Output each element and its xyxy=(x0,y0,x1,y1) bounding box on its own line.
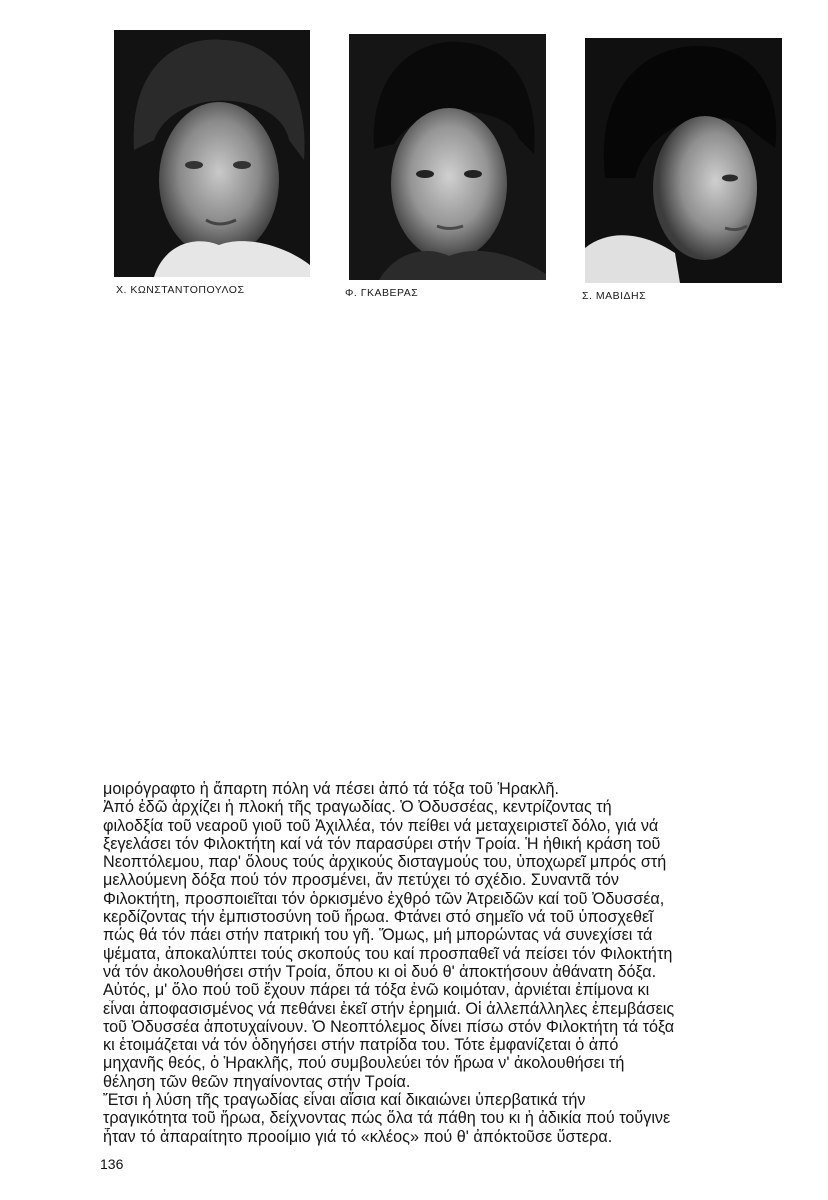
text-line: θέληση τῶν θεῶν πηγαίνοντας στήν Τροία. xyxy=(103,1072,411,1091)
text-line: ψέματα, ἀποκαλύπτει τούς σκοπούς του καί προσπαθεῖ νά πείσει τόν Φιλοκτήτη xyxy=(103,944,673,963)
portrait-caption: Σ. ΜΑΒΙΔΗΣ xyxy=(582,290,647,302)
portrait-photo-mavidis xyxy=(585,38,782,283)
text-line: τραγικότητα τοῦ ἥρωα, δείχνοντας πώς ὅλα τά πάθη του κι ἡ ἀδικία πού τοὔγινε xyxy=(103,1109,671,1128)
text-line: ἦταν τό ἀπαραίτητο προοίμιο γιά τό «κλέος» πού θ' ἀπόκτοῦσε ὕστερα. xyxy=(103,1127,613,1146)
text-line: κερδίζοντας τήν ἐμπιστοσύνη τοῦ ἥρωα. Φτάνει στό σημεῖο νά τοῦ ὑποσχεθεῖ xyxy=(103,908,653,927)
text-line: τοῦ Ὀδυσσέα ἀποτυχαίνουν. Ὁ Νεοπτόλεμος δίνει πίσω στόν Φιλοκτήτη τά τόξα xyxy=(103,1017,675,1036)
portrait-photo-konstantopoulos xyxy=(114,30,310,277)
text-line: κι ἑτοιμάζεται νά τόν ὁδηγήσει στήν πατρίδα του. Τότε ἐμφανίζεται ὁ ἀπό xyxy=(103,1036,619,1055)
text-line: μοιρόγραφτο ἡ ἄπαρτη πόλη νά πέσει ἀπό τά τόξα τοῦ Ἡρακλῆ. xyxy=(103,780,560,798)
page-number: 136 xyxy=(100,1156,124,1172)
text-line: μελλούμενη δόξα πού τόν προσμένει, ἄν πετύχει τό σχέδιο. Συναντᾶ τόν xyxy=(103,871,619,890)
portrait-photo-gkaveras xyxy=(349,34,546,280)
text-line: ξεγελάσει τόν Φιλοκτήτη καί νά τόν παρασύρει στήν Τροία. Ἡ ἠθική κράση τοῦ xyxy=(103,834,661,853)
text-line: φιλοδξία τοῦ νεαροῦ γιοῦ τοῦ Ἀχιλλέα, τόν πείθει νά μεταχειριστεῖ δόλο, γιά νά xyxy=(103,816,659,835)
portrait-image xyxy=(114,30,310,277)
portrait-image xyxy=(585,38,782,283)
text-line: Φιλοκτήτη, προσποιεῖται τόν ὁρκισμένο ἐχθρό τῶν Ἀτρειδῶν καί τοῦ Ὀδυσσέα, xyxy=(103,889,665,908)
text-line: Ἔτσι ἡ λύση τῆς τραγωδίας εἶναι αἴσια καί δικαιώνει ὑπερβατικά τήν xyxy=(103,1091,586,1110)
portrait-image xyxy=(349,34,546,280)
text-line: Νεοπτόλεμου, παρ' ὅλους τούς ἀρχικούς δισταγμούς του, ὑποχωρεῖ μπρός στή xyxy=(103,853,667,872)
portrait-caption: Χ. ΚΩΝΣΤΑΝΤΟΠΟΥΛΟΣ xyxy=(116,284,245,296)
text-line: Αὐτός, μ' ὅλο πού τοῦ ἔχουν πάρει τά τόξα ἐνῶ κοιμόταν, ἀρνιέται ἐπίμονα κι xyxy=(103,981,650,1000)
text-line: Ἀπό ἐδῶ ἀρχίζει ἡ πλοκή τῆς τραγωδίας. Ὁ Ὀδυσσέας, κεντρίζοντας τή xyxy=(103,798,612,817)
text-line: πώς θά τόν πάει στήν πατρική του γῆ. Ὅμως, μή μπορώντας νά συνεχίσει τά xyxy=(103,926,653,945)
text-line: νά τόν ἀκολουθήσει στήν Τροία, ὅπου κι οἱ δυό θ' ἀποκτήσουν ἀθάνατη δόξα. xyxy=(103,962,657,981)
text-line: εἶναι ἀποφασισμένος νά πεθάνει ἐκεῖ στήν ἐρημιά. Οἱ ἀλλεπάλληλες ἐπεμβάσεις xyxy=(103,999,675,1018)
portrait-caption: Φ. ΓΚΑΒΕΡΑΣ xyxy=(345,287,419,299)
body-text xyxy=(103,780,723,1146)
text-line: μηχανῆς θεός, ὁ Ἡρακλῆς, πού συμβουλεύει τόν ἥρωα ν' ἀκολουθήσει τή xyxy=(103,1054,625,1073)
